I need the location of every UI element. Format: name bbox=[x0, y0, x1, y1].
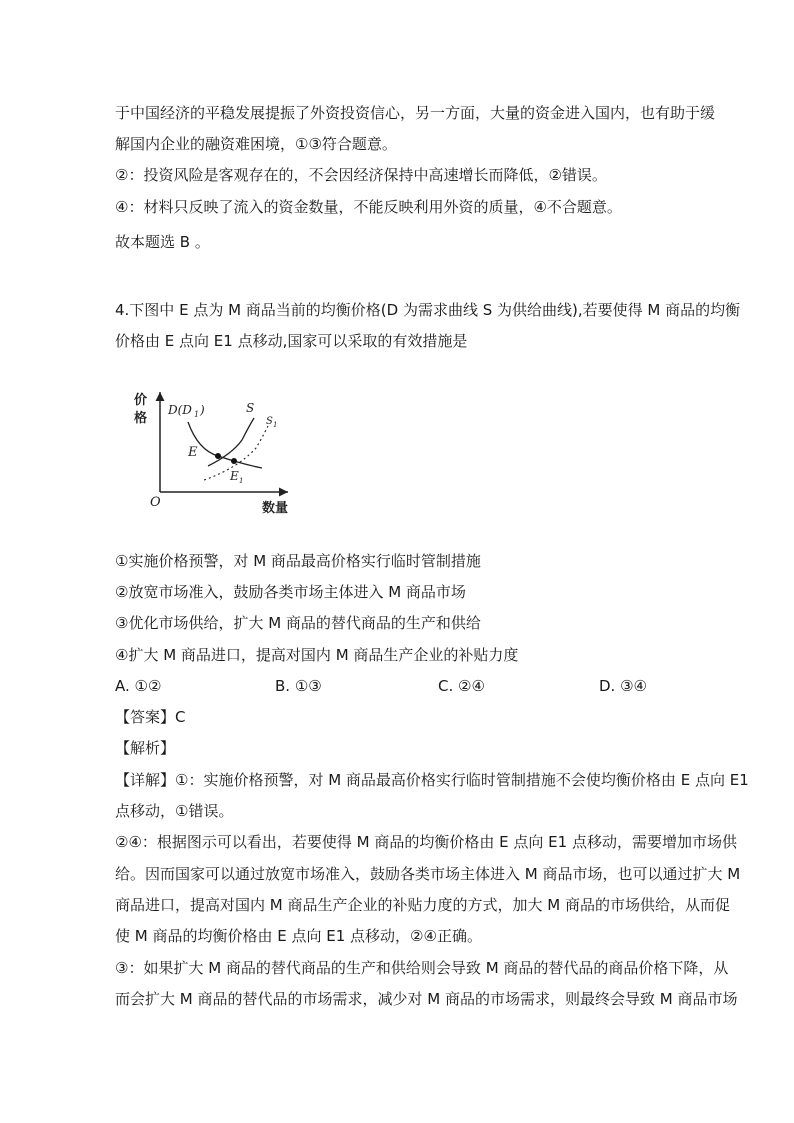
supply-label: S bbox=[246, 401, 255, 415]
e1-sub: 1 bbox=[239, 477, 244, 485]
origin-label: O bbox=[150, 495, 161, 510]
explanation-line: ③：如果扩大 M 商品的替代商品的生产和供给则会导致 M 商品的替代品的商品价格下降，从 bbox=[115, 959, 729, 977]
demand-label: D(D bbox=[168, 403, 192, 417]
explanation-line: 【详解】①：实施价格预警，对 M 商品最高价格实行临时管制措施不会使均衡价格由 E 点向 E1 bbox=[115, 771, 749, 789]
explanation-line: 给。因而国家可以通过放宽市场准入，鼓励各类市场主体进入 M 商品市场，也可以通过扩大 M bbox=[115, 865, 741, 883]
analysis-heading: 【解析】 bbox=[115, 739, 176, 757]
demand-label-sub: 1 bbox=[194, 410, 200, 419]
text-line: ②：投资风险是客观存在的，不会因经济保持中高速增长而降低，②错误。 bbox=[115, 166, 607, 184]
explanation-line: 使 M 商品的均衡价格由 E 点向 E1 点移动，②④正确。 bbox=[115, 927, 482, 945]
question-stem-line: 4.下图中 E 点为 M 商品当前的均衡价格(D 为需求曲线 S 为供给曲线),若要使得 M 商品的均衡 bbox=[115, 301, 741, 319]
statement-4: ④扩大 M 商品进口，提高对国内 M 商品生产企业的补贴力度 bbox=[115, 646, 519, 664]
text-line: 于中国经济的平稳发展提振了外资投资信心，另一方面，大量的资金进入国内，也有助于缓 bbox=[115, 104, 716, 122]
text-line: 解国内企业的融资难困境，①③符合题意。 bbox=[115, 135, 397, 153]
statement-2: ②放宽市场准入，鼓励各类市场主体进入 M 商品市场 bbox=[115, 583, 466, 601]
explanation-line: 商品进口，提高对国内 M 商品生产企业的补贴力度的方式，加大 M 商品的市场供给，从而促 bbox=[115, 896, 730, 914]
supply-s1-label: S bbox=[266, 416, 273, 427]
option-d: D. ③④ bbox=[599, 677, 647, 695]
point-e bbox=[215, 453, 221, 459]
y-axis-label: 格 bbox=[134, 411, 148, 426]
text-line: 故本题选 B 。 bbox=[115, 233, 210, 251]
explanation-line: 点移动，①错误。 bbox=[115, 802, 234, 820]
explanation-line: 而会扩大 M 商品的替代品的市场需求，减少对 M 商品的市场需求，则最终会导致 M 商品市场 bbox=[115, 990, 738, 1008]
demand-label-close: ) bbox=[200, 403, 205, 417]
supply-demand-graph bbox=[130, 380, 310, 520]
y-axis-label: 价 bbox=[134, 393, 148, 408]
explanation-line: ②④：根据图示可以看出，若要使得 M 商品的均衡价格由 E 点向 E1 点移动，需要增加市场供 bbox=[115, 833, 737, 851]
option-a: A. ①② bbox=[115, 677, 162, 695]
text-line: ④：材料只反映了流入的资金数量，不能反映利用外资的质量，④不合题意。 bbox=[115, 198, 622, 216]
supply-curve bbox=[208, 418, 254, 466]
e-label: E bbox=[188, 445, 198, 460]
point-e1 bbox=[231, 458, 237, 464]
e1-label: E bbox=[230, 469, 239, 483]
supply-s1-sub: 1 bbox=[273, 421, 278, 429]
option-b: B. ①③ bbox=[275, 677, 322, 695]
answer-line: 【答案】C bbox=[115, 708, 186, 726]
statement-1: ①实施价格预警，对 M 商品最高价格实行临时管制措施 bbox=[115, 552, 481, 570]
statement-3: ③优化市场供给，扩大 M 商品的替代商品的生产和供给 bbox=[115, 614, 481, 632]
x-axis-label: 数量 bbox=[262, 501, 289, 516]
question-stem-line: 价格由 E 点向 E1 点移动,国家可以采取的有效措施是 bbox=[115, 332, 468, 350]
demand-curve bbox=[188, 422, 262, 468]
option-c: C. ②④ bbox=[438, 677, 485, 695]
